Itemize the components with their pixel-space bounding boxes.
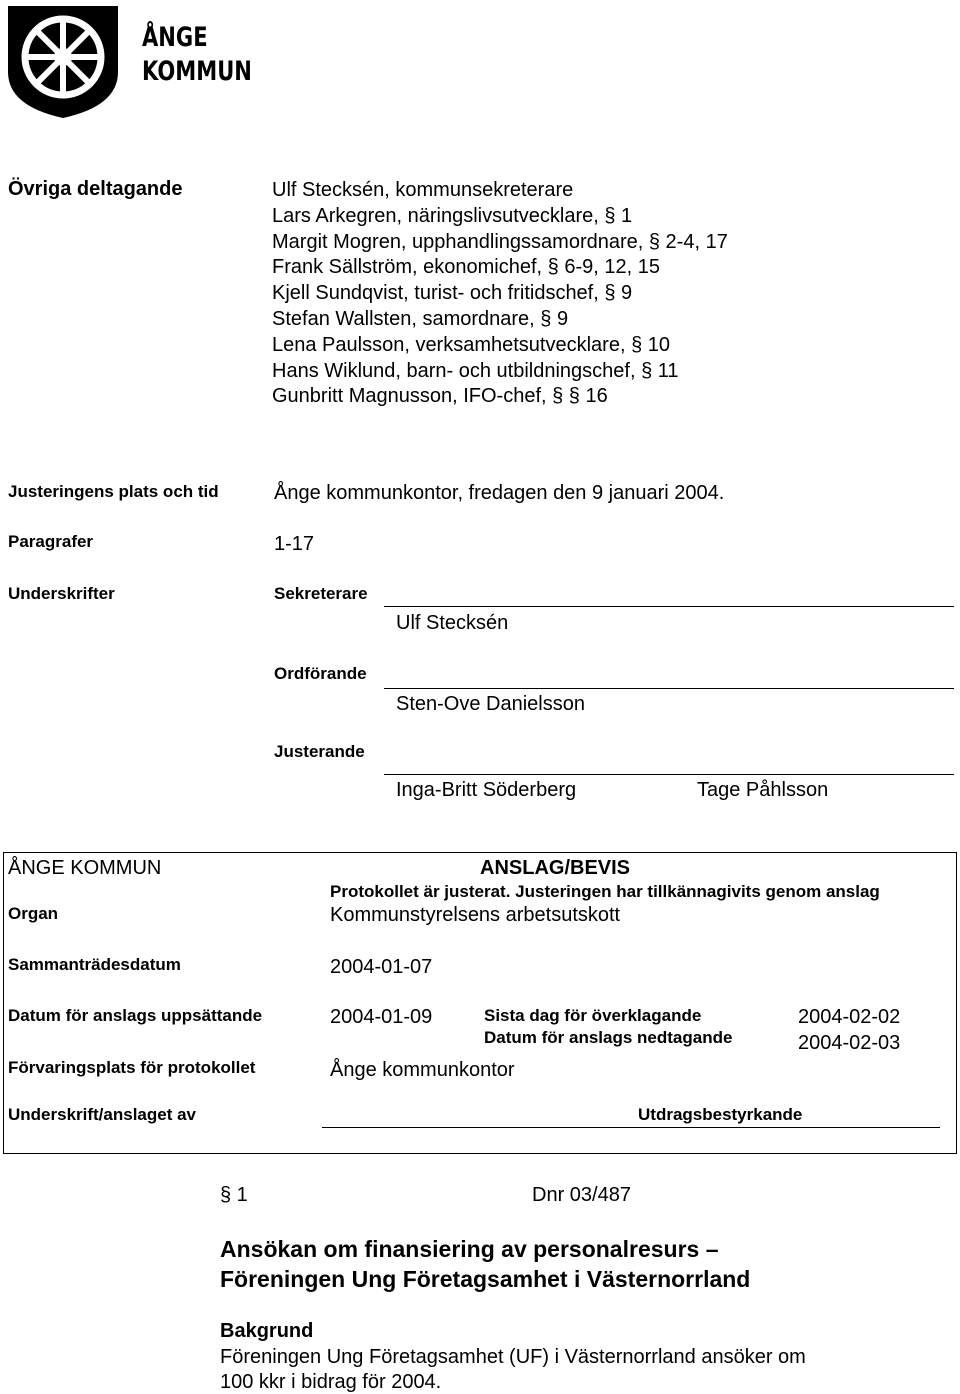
signatures-label: Underskrifter — [8, 584, 115, 603]
adjusters-label: Justerande — [274, 742, 365, 761]
participant-line: Lars Arkegren, näringslivsutvecklare, § 1 — [272, 204, 633, 227]
section-number: § 1 — [220, 1184, 248, 1206]
chair-signature-line — [384, 688, 954, 689]
storage-label: Förvaringsplats för protokollet — [8, 1058, 256, 1077]
logo-line-1: ÅNGE — [142, 22, 208, 53]
background-line-1: Föreningen Ung Företagsamhet (UF) i Västernorrland ansöker om — [220, 1346, 806, 1368]
participant-line: Margit Mogren, upphandlingssamordnare, § 2-4, 17 — [272, 230, 728, 253]
background-line-2: 100 kkr i bidrag för 2004. — [220, 1371, 442, 1393]
storage-value: Ånge kommunkontor — [330, 1059, 515, 1081]
notice-heading: ANSLAG/BEVIS — [480, 857, 631, 879]
adjustment-value: Ånge kommunkontor, fredagen den 9 januari 2004. — [274, 482, 725, 504]
notice-org-title: ÅNGE KOMMUN — [8, 857, 162, 879]
diary-number: Dnr 03/487 — [532, 1184, 631, 1206]
wheel-shield-icon — [4, 2, 122, 120]
notice-signature-line — [322, 1127, 940, 1128]
posted-by-label: Underskrift/anslaget av — [8, 1105, 197, 1124]
participants-label: Övriga deltagande — [8, 178, 183, 200]
paragraphs-label: Paragrafer — [8, 532, 94, 551]
item-title-line-1: Ansökan om finansiering av personalresurs – — [220, 1236, 719, 1262]
paragraphs-value: 1-17 — [274, 533, 315, 555]
secretary-name: Ulf Stecksén — [396, 612, 509, 634]
participant-line: Ulf Stecksén, kommunsekreterare — [272, 179, 574, 201]
posting-date-value: 2004-01-09 — [330, 1006, 433, 1028]
participant-line: Hans Wiklund, barn- och utbildningschef, § 11 — [272, 359, 679, 382]
adjustment-label: Justeringens plats och tid — [8, 482, 219, 501]
logo-line-2: KOMMUN — [142, 56, 252, 87]
meeting-date-label: Sammanträdesdatum — [8, 955, 181, 974]
participant-line: Stefan Wallsten, samordnare, § 9 — [272, 307, 569, 330]
adjuster-2-name: Tage Påhlsson — [697, 779, 829, 801]
chair-label: Ordförande — [274, 664, 367, 683]
participant-line: Kjell Sundqvist, turist- och fritidschef, § 9 — [272, 282, 633, 305]
organ-label: Organ — [8, 904, 59, 923]
organ-value: Kommunstyrelsens arbetsutskott — [330, 904, 621, 926]
removal-value: 2004-02-03 — [798, 1032, 901, 1054]
adjuster-1-name: Inga-Britt Söderberg — [396, 779, 577, 801]
municipality-logo — [4, 2, 122, 125]
secretary-label: Sekreterare — [274, 584, 368, 603]
background-heading: Bakgrund — [220, 1320, 314, 1342]
item-title-line-2: Föreningen Ung Företagsamhet i Västernorrland — [220, 1266, 751, 1292]
removal-label: Datum för anslags nedtagande — [484, 1028, 733, 1047]
meeting-date-value: 2004-01-07 — [330, 956, 433, 978]
participants-list — [272, 178, 728, 410]
appeal-label: Sista dag för överklagande — [484, 1006, 702, 1025]
participant-line: Frank Sällström, ekonomichef, § 6-9, 12, 15 — [272, 256, 660, 279]
adjusters-signature-line — [384, 774, 954, 775]
posting-date-label: Datum för anslags uppsättande — [8, 1006, 263, 1025]
chair-name: Sten-Ove Danielsson — [396, 693, 585, 715]
notice-note: Protokollet är justerat. Justeringen har tillkännagivits genom anslag — [330, 882, 880, 901]
appeal-value: 2004-02-02 — [798, 1006, 901, 1028]
participant-line: Gunbritt Magnusson, IFO-chef, § § 16 — [272, 385, 608, 408]
participant-line: Lena Paulsson, verksamhetsutvecklare, § 10 — [272, 333, 670, 356]
certifier-label: Utdragsbestyrkande — [638, 1105, 803, 1124]
secretary-signature-line — [384, 606, 954, 607]
